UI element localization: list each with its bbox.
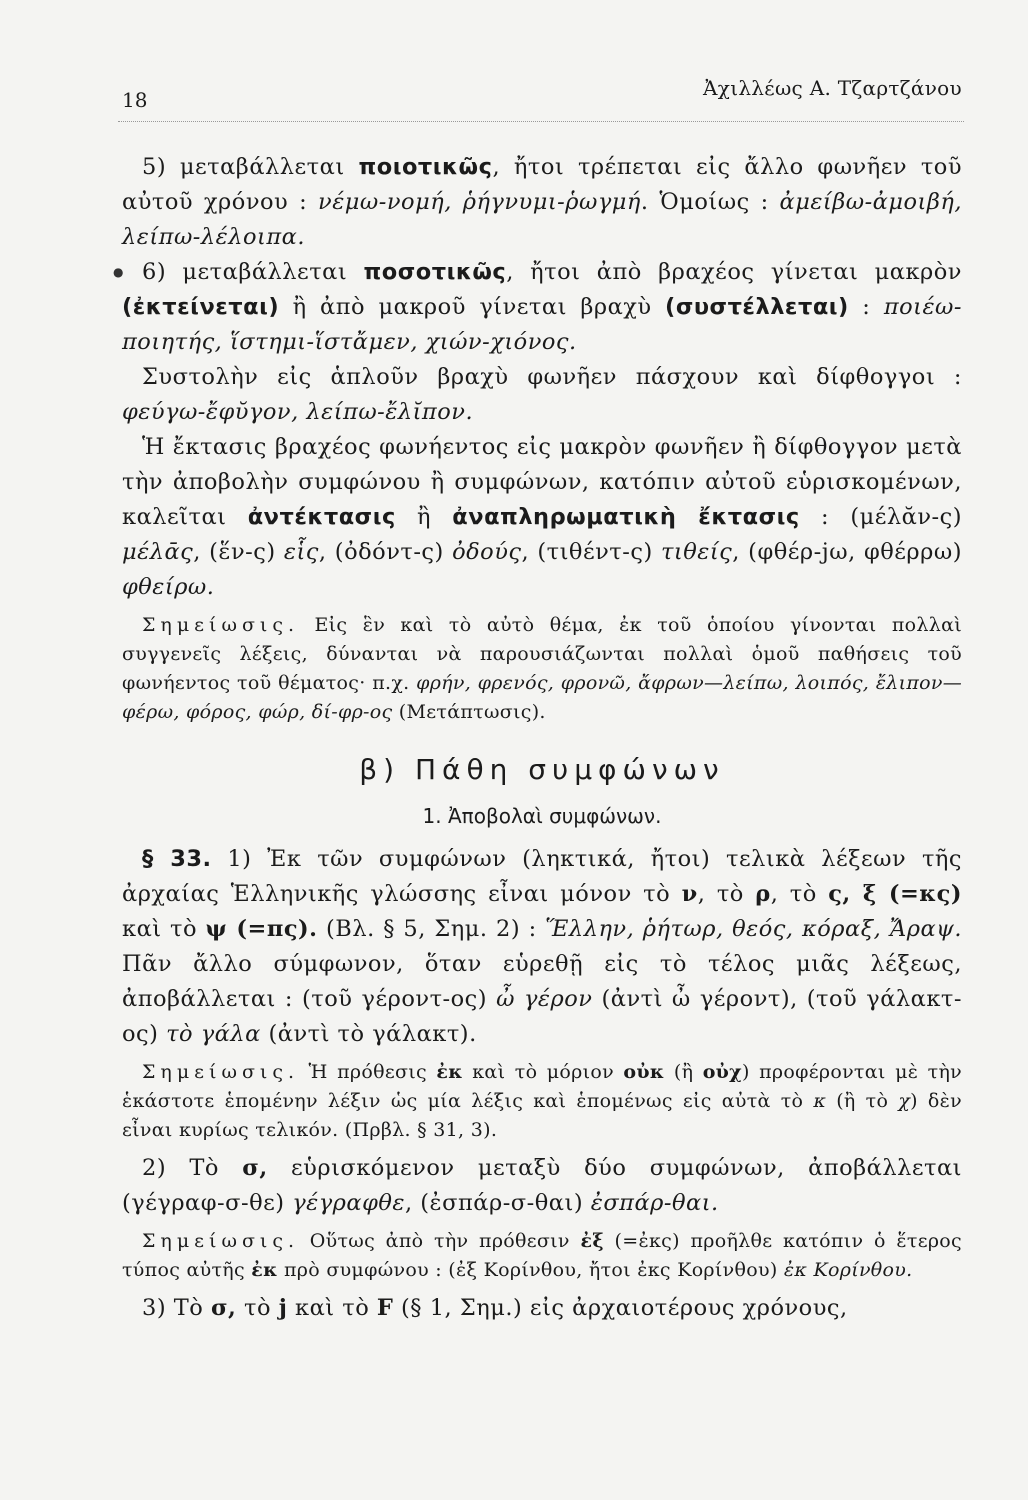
note-1: Σημείωσις. Εἰς ἓν καὶ τὸ αὐτὸ θέμα, ἐκ τοῦ ὁποίου γίνονται πολλαὶ συγγενεῖς λέξεις, δύνανται νὰ παρουσιάζωνται πολλαὶ ὁμοῦ παθήσεις τοῦ φωνήεντος τοῦ θέματος· π.χ. φρήν, φρενός, φρονῶ, ἄφρων—λείπω, λοιπός, ἔλιπον—φέρω, φόρος, φώρ, δί-φρ-ος (Μετάπτωσις). bbox=[122, 614, 962, 723]
section-title: β) Πάθη συμφώνων bbox=[359, 753, 725, 786]
note-2: Σημείωσις. Ἡ πρόθεσις ἐκ καὶ τὸ μόριον οὐκ (ἢ οὐχ) προφέρονται μὲ τὴν ἑκάστοτε ἑπομένην λέξιν ὡς μία λέξις καὶ ἑπομένως εἰς αὐτὰ τὸ κ (ἢ τὸ χ) δὲν εἶναι κυρίως τελικόν. (Πρβλ. § 31, 3). bbox=[122, 1061, 963, 1141]
note-label: Σημείωσις. bbox=[142, 614, 300, 636]
paragraph-compensatory-lengthening: Ἡ ἔκτασις βραχέος φωνήεντος εἰς μακρὸν φωνῆεν ἢ δίφθογγον μετὰ τὴν ἀποβολὴν συμφώνου ἢ συμφώνων, κατόπιν αὐτοῦ εὑρισκομένων, καλεῖται ἀντέκτασις ἢ ἀναπληρωματικὴ ἔκτασις : (μέλᾰν-ς) μέλᾱς, (ἕν-ς) εἷς, (ὀδόντ-ς) ὀδούς, (τιθέντ-ς) τιθείς, (φθέρ-jω, φθέρρω) φθείρω. bbox=[122, 434, 962, 600]
page-header bbox=[122, 76, 962, 116]
note-3: Σημείωσις. Οὕτως ἀπὸ τὴν πρόθεσιν ἐξ (=ἐκς) προῆλθε κατόπιν ὁ ἕτερος τύπος αὐτῆς ἐκ πρὸ συμφώνου : (ἐξ Κορίνθου, ἤτοι ἐκς Κορίνθου) ἐκ Κορίνθου. bbox=[122, 1230, 962, 1281]
paragraph-contraction: Συστολὴν εἰς ἁπλοῦν βραχὺ φωνῆεν πάσχουν καὶ δίφθογγοι : φεύγω-ἔφῠγον, λείπω-ἔλῐπον. bbox=[122, 364, 962, 425]
section-number: § 33. bbox=[142, 846, 212, 872]
paragraph-5: 5) μεταβάλλεται ποιοτικῶς, ἤτοι τρέπεται εἰς ἄλλο φωνῆεν τοῦ αὐτοῦ χρόνου : νέμω-νομή, ῥήγνυμι-ῥωγμή. Ὁμοίως : ἀμείβω-ἀμοιβή, λείπω-λέλοιπα. bbox=[122, 154, 963, 250]
note-label: Σημείωσις. bbox=[142, 1061, 300, 1083]
paragraph-33: § 33. 1) Ἐκ τῶν συμφώνων (ληκτικά, ἤτοι) τελικὰ λέξεων τῆς ἀρχαίας Ἑλληνικῆς γλώσσης εἶναι μόνον τὸ ν, τὸ ρ, τὸ ς, ξ (=κς) καὶ τὸ ψ (=πς). (Βλ. § 5, Σημ. 2) : Ἕλλην, ῥήτωρ, θεός, κόραξ, Ἄραψ. Πᾶν ἄλλο σύμφωνον, ὅταν εὑρεθῇ εἰς τὸ τέλος μιᾶς λέξεως, ἀποβάλλεται : (τοῦ γέροντ-ος) ὦ γέρον (ἀντὶ ὦ γέροντ), (τοῦ γάλακτ-ος) τὸ γάλα (ἀντὶ τὸ γάλακτ). bbox=[122, 846, 963, 1047]
paragraph-6-wrapper bbox=[113, 255, 963, 360]
page-number: 18 bbox=[122, 88, 148, 112]
paragraph-3: 3) Τὸ σ, τὸ j καὶ τὸ F (§ 1, Σημ.) εἰς ἀρχαιοτέρους χρόνους, bbox=[142, 1295, 848, 1321]
paragraph-6: 6) μεταβάλλεται ποσοτικῶς, ἤτοι ἀπὸ βραχέος γίνεται μακρὸν (ἐκτείνεται) ἢ ἀπὸ μακροῦ γίνεται βραχὺ (συστέλλεται) : ποιέω-ποιητής, ἵστημι-ἵστἄμεν, χιών-χιόνος. bbox=[122, 259, 963, 355]
page-body bbox=[113, 150, 963, 1326]
paragraph-2: 2) Τὸ σ, εὑρισκόμενον μεταξὺ δύο συμφώνων, ἀποβάλλεται (γέγραφ-σ-θε) γέγραφθε, (ἐσπάρ-σ-θαι) ἐσπάρ-θαι. bbox=[122, 1155, 963, 1216]
header-rule bbox=[118, 121, 964, 122]
bullet-mark-icon: ● bbox=[113, 265, 124, 279]
note-label: Σημείωσις. bbox=[142, 1230, 300, 1252]
running-head: Ἀχιλλέως Α. Τζαρτζάνου bbox=[703, 76, 962, 100]
section-subtitle: 1. Ἀποβολαὶ συμφώνων. bbox=[422, 804, 662, 828]
